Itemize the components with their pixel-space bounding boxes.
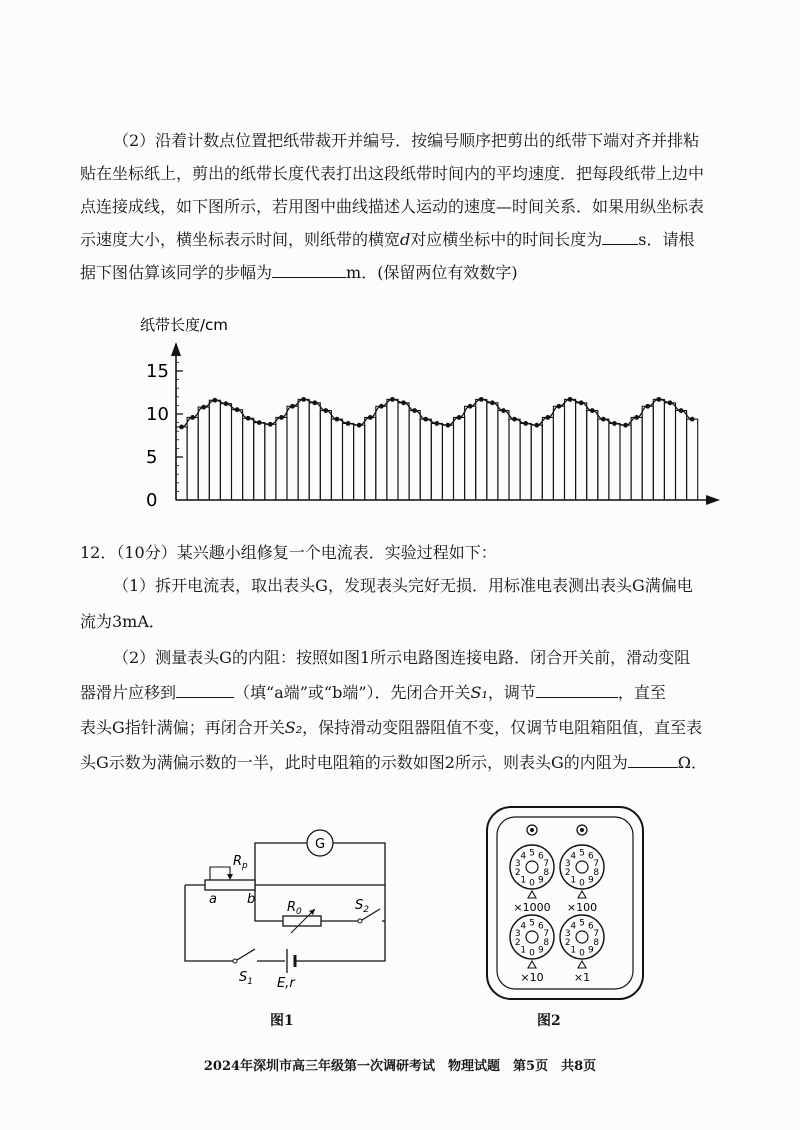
paper-strip-bar xyxy=(265,424,276,500)
strip-midpoint xyxy=(335,417,340,422)
paper-strip-bar xyxy=(376,406,387,500)
paper-strip-bar xyxy=(176,427,187,500)
paper-strip-bar xyxy=(365,417,376,500)
paper-strip-bar xyxy=(254,423,265,500)
wire-from-galvanometer xyxy=(333,843,385,885)
slider-position-blank[interactable] xyxy=(176,683,234,698)
page-footer: 2024年深圳市高三年级第一次调研考试 物理试题 第5页 共8页 xyxy=(203,1059,597,1074)
switch-s1 xyxy=(237,949,255,960)
q12-header: 12．（10分）某兴趣小组修复一个电流表．实验过程如下： xyxy=(80,543,497,562)
paper-strip-bar xyxy=(232,410,243,500)
paper-strip-bar xyxy=(598,419,609,500)
strip-midpoint xyxy=(434,421,439,426)
dial-digit: 3 xyxy=(514,858,521,869)
strip-midpoint xyxy=(590,408,595,413)
switch1-symbol: S₁ xyxy=(470,683,488,702)
paper-strip-bar xyxy=(187,417,198,500)
paper-strip-bar xyxy=(520,423,531,500)
strip-midpoint xyxy=(579,400,584,405)
strip-midpoint xyxy=(557,404,562,409)
y-tick-label: 15 xyxy=(146,361,169,382)
strip-midpoint xyxy=(568,397,573,402)
dial-multiplier-label: ×1000 xyxy=(513,901,551,914)
dial-digit: 2 xyxy=(564,938,571,949)
strip-midpoint xyxy=(401,400,406,405)
strip-midpoint xyxy=(323,408,328,413)
strip-midpoint xyxy=(501,408,506,413)
dial-digit: 9 xyxy=(537,875,544,886)
strip-midpoint xyxy=(290,404,295,409)
strip-midpoint xyxy=(201,405,206,410)
q11-line4 xyxy=(80,227,695,250)
paper-strip-bar xyxy=(398,403,409,500)
switch2-symbol: S₂ xyxy=(284,718,303,737)
dial-digit: 0 xyxy=(579,948,585,959)
dial-digit: 6 xyxy=(537,851,544,862)
dial-digit: 4 xyxy=(570,851,577,862)
dial-digit: 1 xyxy=(520,945,527,956)
dial-digit: 9 xyxy=(537,945,544,956)
wire-to-galvanometer xyxy=(255,843,307,885)
paper-strip-bar xyxy=(442,425,453,500)
strip-midpoint xyxy=(690,417,695,422)
q11-line4-text: 示速度大小，横坐标表示时间，则纸带的横宽 xyxy=(80,230,401,249)
dial-multiplier-label: ×100 xyxy=(566,901,598,914)
dial-digit: 7 xyxy=(543,858,550,869)
x-axis-arrow xyxy=(706,495,720,505)
strip-midpoint xyxy=(468,404,473,409)
strip-midpoint xyxy=(390,397,395,402)
strip-midpoint xyxy=(179,425,184,430)
strip-midpoint xyxy=(312,400,317,405)
dial-digit: 6 xyxy=(537,921,544,932)
paper-strip-bar xyxy=(620,425,631,500)
paper-strip-bar xyxy=(220,404,231,500)
dial-digit: 2 xyxy=(564,868,571,879)
y-tick-label: 0 xyxy=(146,490,158,510)
strip-midpoint xyxy=(279,415,284,420)
battery-label: E,r xyxy=(277,976,295,991)
dial-digit: 8 xyxy=(593,938,600,949)
paper-strip-bar xyxy=(565,399,576,500)
strip-midpoint xyxy=(523,421,528,426)
circuit-diagram xyxy=(175,825,405,995)
y-tick-label: 10 xyxy=(146,404,169,425)
strip-midpoint xyxy=(656,397,661,402)
paper-strip-bar xyxy=(343,423,354,500)
q12-p2-line3 xyxy=(80,715,702,738)
dial-digit: 5 xyxy=(529,918,535,929)
q11-line5-text: 据下图估算该同学的步幅为 xyxy=(80,263,273,282)
r0-label: $R_0$ xyxy=(287,900,302,917)
strip-midpoint xyxy=(612,421,617,426)
terminal-left-center xyxy=(530,828,534,832)
paper-strip-bar xyxy=(553,406,564,500)
dial-digit: 1 xyxy=(570,875,577,886)
rheostat xyxy=(205,880,255,890)
strip-midpoint xyxy=(346,421,351,426)
q12-p2-line2-text3: ，调节 xyxy=(487,683,536,702)
paper-strip-bar xyxy=(531,425,542,500)
wire-to-r0 xyxy=(255,885,283,921)
q12-p2-line4 xyxy=(80,750,707,773)
terminal-right-center xyxy=(580,828,584,832)
y-tick-label: 5 xyxy=(146,447,158,468)
strip-midpoint xyxy=(479,397,484,402)
rheostat-label: $R_p$ xyxy=(233,854,248,871)
q12-p2-line2 xyxy=(80,680,666,703)
q11-line4-text3: s．请根 xyxy=(638,230,695,249)
paper-strip-bar xyxy=(509,419,520,500)
strip-midpoint xyxy=(412,408,417,413)
dial-digit: 9 xyxy=(587,945,594,956)
dial-digit: 8 xyxy=(543,938,550,949)
strip-midpoint xyxy=(446,423,451,428)
strip-midpoint xyxy=(545,415,550,420)
strip-midpoint xyxy=(212,398,217,403)
dial-digit: 4 xyxy=(520,851,527,862)
strip-midpoint xyxy=(257,420,262,425)
paper-strip-bar xyxy=(198,407,209,500)
dial-digit: 7 xyxy=(593,858,600,869)
dial-digit: 9 xyxy=(587,875,594,886)
dial-digit: 7 xyxy=(593,928,600,939)
strip-midpoint xyxy=(246,416,251,421)
dial-digit: 1 xyxy=(570,945,577,956)
paper-strip-bar xyxy=(309,403,320,500)
q12-p2-line2-text2: （填“a端”或“b端”）．先闭合开关 xyxy=(234,683,471,702)
strip-midpoint xyxy=(379,404,384,409)
paper-strip-bar xyxy=(664,403,675,500)
strip-midpoint xyxy=(423,417,428,422)
dial-knob xyxy=(526,861,538,873)
dial-digit: 3 xyxy=(564,858,571,869)
paper-strip-bar xyxy=(354,425,365,500)
adjust-blank[interactable] xyxy=(536,683,618,698)
q12-p2-line4-text2: Ω． xyxy=(677,753,708,772)
dial-digit: 8 xyxy=(593,868,600,879)
paper-strip-bar xyxy=(243,418,254,500)
internal-resistance-blank[interactable] xyxy=(628,753,678,768)
strip-midpoint xyxy=(457,415,462,420)
q12-p2-line2-text4: ，直至 xyxy=(617,683,666,702)
resistance-box xyxy=(283,916,321,926)
time-length-blank[interactable] xyxy=(602,230,638,245)
strip-midpoint xyxy=(490,400,495,405)
dial-knob xyxy=(576,931,588,943)
strip-midpoint xyxy=(645,404,650,409)
dial-digit: 2 xyxy=(514,868,521,879)
q11-line4-text2: 对应横坐标中的时间长度为 xyxy=(410,230,603,249)
strip-midpoint xyxy=(634,415,639,420)
y-axis-label: 纸带长度/cm xyxy=(140,316,228,334)
q12-p2-line1: （2）测量表头G的内阻：按照如图1所示电路图连接电路．闭合开关前，滑动变阻 xyxy=(113,648,691,667)
paper-strip-bar xyxy=(431,423,442,500)
step-length-blank[interactable] xyxy=(272,263,346,278)
paper-strip-bar xyxy=(642,406,653,500)
dial-digit: 5 xyxy=(579,848,585,859)
s1-contact xyxy=(233,959,237,963)
q12-p2-line4-text: 头G示数为满偏示数的一半，此时电阻箱的示数如图2所示，则表头G的内阻为 xyxy=(80,753,628,772)
resistance-box-dials xyxy=(485,805,645,1005)
dial-digit: 2 xyxy=(514,938,521,949)
paper-strip-bar xyxy=(587,411,598,500)
paper-strip-bar xyxy=(320,411,331,500)
strip-midpoint xyxy=(301,397,306,402)
dial-digit: 4 xyxy=(520,921,527,932)
q12-p2-line3-text2: ，保持滑动变阻器阻值不变，仅调节电阻箱阻值，直至表 xyxy=(302,718,703,737)
paper-strip-bar xyxy=(576,403,587,500)
paper-strip-bar xyxy=(476,399,487,500)
paper-strip-bar xyxy=(465,406,476,500)
dial-digit: 3 xyxy=(514,928,521,939)
paper-strip-bar xyxy=(676,411,687,500)
dial-knob xyxy=(576,861,588,873)
figure2-caption: 图2 xyxy=(537,1013,561,1029)
strip-midpoint xyxy=(623,423,628,428)
dial-digit: 5 xyxy=(579,918,585,929)
paper-strip-bar xyxy=(653,399,664,500)
paper-strip-bar xyxy=(409,411,420,500)
dial-multiplier-label: ×10 xyxy=(520,971,544,984)
paper-strip-bar xyxy=(387,399,398,500)
s1-label: $S_1$ xyxy=(239,970,253,987)
dial-digit: 1 xyxy=(520,875,527,886)
rheostat-slider xyxy=(227,874,233,880)
paper-strip-bar xyxy=(487,403,498,500)
q11-line5 xyxy=(80,260,518,283)
figure1-caption: 图1 xyxy=(270,1013,294,1029)
paper-strip-bar xyxy=(287,406,298,500)
end-a-label: a xyxy=(209,892,217,907)
paper-strip-bar xyxy=(331,419,342,500)
q11-line5-text2: m．(保留两位有效数字) xyxy=(346,263,518,282)
strip-midpoint xyxy=(512,417,517,422)
dial-digit: 0 xyxy=(529,878,535,889)
paper-strip-bar xyxy=(209,400,220,500)
paper-strip-bar xyxy=(631,417,642,500)
q12-p1-line2: 流为3mA． xyxy=(80,612,165,631)
paper-strip-bar xyxy=(276,417,287,500)
dial-digit: 4 xyxy=(570,921,577,932)
galvanometer-label: G xyxy=(315,837,326,852)
paper-strip-chart xyxy=(0,310,800,510)
paper-strip-bar xyxy=(542,417,553,500)
dial-digit: 7 xyxy=(543,928,550,939)
end-b-label: b xyxy=(247,892,256,907)
s2-contact xyxy=(358,919,362,923)
strip-midpoint xyxy=(534,423,539,428)
dial-digit: 6 xyxy=(587,851,594,862)
dial-digit: 6 xyxy=(587,921,594,932)
q12-p2-line2-text: 器滑片应移到 xyxy=(80,683,177,702)
dial-digit: 5 xyxy=(529,848,535,859)
slider-wire xyxy=(210,867,230,880)
dial-knob xyxy=(526,931,538,943)
q11-line1: （2）沿着计数点位置把纸带裁开并编号．按编号顺序把剪出的纸带下端对齐并排粘 xyxy=(113,131,700,150)
strip-midpoint xyxy=(357,423,362,428)
paper-strip-bar xyxy=(498,411,509,500)
q11-line3: 点连接成线，如下图所示，若用图中曲线描述人运动的速度—时间关系．如果用纵坐标表 xyxy=(80,197,705,216)
dial-digit: 0 xyxy=(579,878,585,889)
strip-midpoint xyxy=(224,401,229,406)
strip-midpoint xyxy=(668,400,673,405)
dial-multiplier-label: ×1 xyxy=(573,971,591,984)
strip-midpoint xyxy=(190,415,195,420)
q12-p1-line1: （1）拆开电流表，取出表头G，发现表头完好无损．用标准电表测出表头G满偏电 xyxy=(113,576,693,595)
paper-strip-bar xyxy=(420,419,431,500)
strip-width-var: d xyxy=(400,230,411,249)
paper-strip-bar xyxy=(454,417,465,500)
y-axis-arrow xyxy=(171,342,181,356)
paper-strip-bar xyxy=(298,399,309,500)
dial-digit: 0 xyxy=(529,948,535,959)
q12-p2-line3-text: 表头G指针满偏；再闭合开关 xyxy=(80,718,285,737)
s2-label: $S_2$ xyxy=(355,898,369,915)
strip-midpoint xyxy=(679,408,684,413)
paper-strip-bar xyxy=(609,423,620,500)
strip-midpoint xyxy=(268,422,273,427)
dial-digit: 8 xyxy=(543,868,550,879)
strip-midpoint xyxy=(601,417,606,422)
dial-digit: 3 xyxy=(564,928,571,939)
paper-strip-bar xyxy=(687,419,698,500)
strip-midpoint xyxy=(235,407,240,412)
strip-midpoint xyxy=(368,415,373,420)
q11-line2: 贴在坐标纸上，剪出的纸带长度代表打出这段纸带时间内的平均速度．把每段纸带上边中 xyxy=(80,164,705,183)
